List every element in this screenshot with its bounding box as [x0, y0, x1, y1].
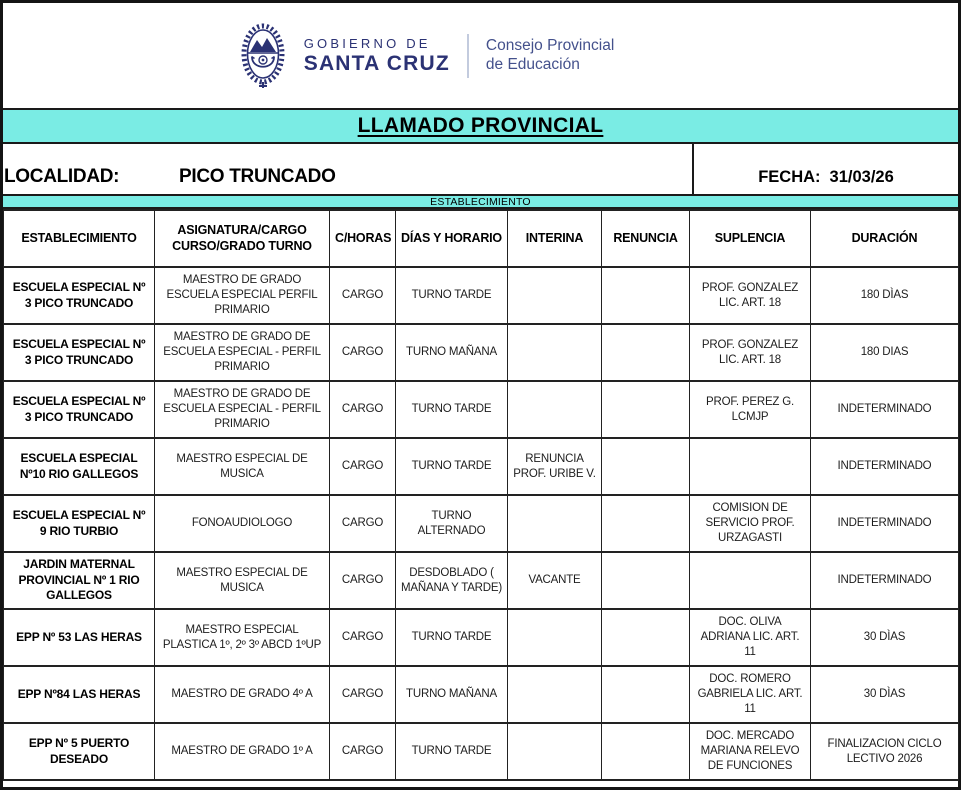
table-cell: CARGO — [330, 666, 396, 723]
table-row — [4, 267, 959, 324]
table-cell — [508, 609, 602, 666]
table-header-cell: ESTABLECIMIENTO — [4, 210, 155, 267]
table-cell: PROF. GONZALEZ LIC. ART. 18 — [690, 267, 811, 324]
table-cell: DOC. ROMERO GABRIELA LIC. ART. 11 — [690, 666, 811, 723]
table-cell: MAESTRO ESPECIAL DE MUSICA — [155, 438, 330, 495]
table-cell: TURNO MAÑANA — [396, 324, 508, 381]
table-cell: 30 DÌAS — [811, 609, 959, 666]
table-cell: 180 DIAS — [811, 324, 959, 381]
table-cell: TURNO ALTERNADO — [396, 495, 508, 552]
table-cell: 30 DÌAS — [811, 666, 959, 723]
table-cell: INDETERMINADO — [811, 381, 959, 438]
vacancies-table — [3, 209, 959, 781]
locality-label: LOCALIDAD: — [4, 166, 120, 187]
table-cell — [602, 381, 690, 438]
table-row — [4, 666, 959, 723]
info-row — [3, 144, 958, 194]
table-cell: EPP Nº 5 PUERTO DESEADO — [4, 723, 155, 780]
date-value: 31/03/26 — [829, 168, 894, 186]
table-row — [4, 552, 959, 609]
table-cell: COMISION DE SERVICIO PROF. URZAGASTI — [690, 495, 811, 552]
table-cell: PROF. GONZALEZ LIC. ART. 18 — [690, 324, 811, 381]
table-header-cell: DÍAS Y HORARIO — [396, 210, 508, 267]
table-header-cell: INTERINA — [508, 210, 602, 267]
table-cell — [508, 495, 602, 552]
table-cell: MAESTRO ESPECIAL DE MUSICA — [155, 552, 330, 609]
section-band-label: ESTABLECIMIENTO — [430, 195, 531, 208]
santa-cruz-coat-of-arms-icon — [239, 20, 287, 92]
table-cell: FINALIZACION CICLO LECTIVO 2026 — [811, 723, 959, 780]
table-cell: ESCUELA ESPECIAL Nº 3 PICO TRUNCADO — [4, 324, 155, 381]
table-cell: TURNO TARDE — [396, 609, 508, 666]
table-cell: CARGO — [330, 552, 396, 609]
government-name — [304, 36, 450, 76]
table-cell: TURNO TARDE — [396, 438, 508, 495]
table-cell: 180 DÌAS — [811, 267, 959, 324]
table-row — [4, 723, 959, 780]
table-cell: DOC. MERCADO MARIANA RELEVO DE FUNCIONES — [690, 723, 811, 780]
table-row — [4, 609, 959, 666]
table-cell: CARGO — [330, 324, 396, 381]
letterhead — [0, 3, 904, 108]
table-header-cell: ASIGNATURA/CARGO CURSO/GRADO TURNO — [155, 210, 330, 267]
table-cell: MAESTRO DE GRADO 4º A — [155, 666, 330, 723]
table-cell: VACANTE — [508, 552, 602, 609]
table-row — [4, 438, 959, 495]
table-cell: CARGO — [330, 495, 396, 552]
table-cell — [602, 267, 690, 324]
table-cell: JARDIN MATERNAL PROVINCIAL Nº 1 RIO GALLEGOS — [4, 552, 155, 609]
table-cell: DOC. OLIVA ADRIANA LIC. ART. 11 — [690, 609, 811, 666]
table-cell: TURNO TARDE — [396, 267, 508, 324]
table-cell: ESCUELA ESPECIAL Nº10 RIO GALLEGOS — [4, 438, 155, 495]
table-cell: EPP Nº84 LAS HERAS — [4, 666, 155, 723]
table-cell: MAESTRO ESPECIAL PLASTICA 1º, 2º 3º ABCD 1ºUP — [155, 609, 330, 666]
table-cell — [508, 723, 602, 780]
table-cell — [602, 666, 690, 723]
table-cell: DESDOBLADO ( MAÑANA Y TARDE) — [396, 552, 508, 609]
table-cell: EPP Nº 53 LAS HERAS — [4, 609, 155, 666]
date-cell — [692, 144, 958, 194]
table-cell — [690, 438, 811, 495]
table-cell: ESCUELA ESPECIAL Nº 9 RIO TURBIO — [4, 495, 155, 552]
table-cell: TURNO TARDE — [396, 381, 508, 438]
table-row — [4, 495, 959, 552]
section-band — [3, 194, 958, 209]
page-title: LLAMADO PROVINCIAL — [357, 114, 604, 137]
table-cell: CARGO — [330, 723, 396, 780]
table-cell: MAESTRO DE GRADO DE ESCUELA ESPECIAL - PERFIL PRIMARIO — [155, 381, 330, 438]
table-header-cell: RENUNCIA — [602, 210, 690, 267]
table-body — [4, 267, 959, 780]
table-cell — [508, 666, 602, 723]
table-cell — [602, 723, 690, 780]
table-cell: INDETERMINADO — [811, 495, 959, 552]
table-cell: ESCUELA ESPECIAL Nº 3 PICO TRUNCADO — [4, 267, 155, 324]
council-line1: Consejo Provincial — [485, 36, 615, 54]
government-line2: SANTA CRUZ — [303, 51, 450, 75]
table-cell: TURNO MAÑANA — [396, 666, 508, 723]
table-cell — [690, 552, 811, 609]
table-cell — [602, 438, 690, 495]
table-header-cell: C/HORAS — [330, 210, 396, 267]
table-cell — [602, 495, 690, 552]
table-header-row — [4, 210, 959, 267]
table-cell — [602, 324, 690, 381]
table-header-cell: DURACIÓN — [811, 210, 959, 267]
table-cell: TURNO TARDE — [396, 723, 508, 780]
table-cell — [508, 267, 602, 324]
council-line2: de Educación — [485, 55, 580, 73]
table-header-cell: SUPLENCIA — [690, 210, 811, 267]
council-name — [486, 37, 614, 75]
table-cell: MAESTRO DE GRADO 1º A — [155, 723, 330, 780]
table-cell — [602, 609, 690, 666]
table-cell: INDETERMINADO — [811, 552, 959, 609]
table-cell: INDETERMINADO — [811, 438, 959, 495]
table-cell: CARGO — [330, 267, 396, 324]
table-cell — [508, 381, 602, 438]
table-cell: CARGO — [330, 609, 396, 666]
locality-cell — [3, 144, 692, 194]
table-cell: CARGO — [330, 381, 396, 438]
table-cell: FONOAUDIOLOGO — [155, 495, 330, 552]
table-cell: MAESTRO DE GRADO ESCUELA ESPECIAL PERFIL PRIMARIO — [155, 267, 330, 324]
government-line1: GOBIERNO DE — [303, 35, 431, 51]
table-cell: PROF. PEREZ G. LCMJP — [690, 381, 811, 438]
table-cell — [508, 324, 602, 381]
table-row — [4, 324, 959, 381]
title-band — [3, 108, 958, 144]
logo-divider — [467, 34, 469, 78]
table-cell — [602, 552, 690, 609]
locality-value: PICO TRUNCADO — [179, 166, 336, 187]
table-cell: RENUNCIA PROF. URIBE V. — [508, 438, 602, 495]
table-cell: ESCUELA ESPECIAL Nº 3 PICO TRUNCADO — [4, 381, 155, 438]
date-label: FECHA: — [758, 168, 821, 186]
table-row — [4, 381, 959, 438]
table-cell: MAESTRO DE GRADO DE ESCUELA ESPECIAL - PERFIL PRIMARIO — [155, 324, 330, 381]
table-cell: CARGO — [330, 438, 396, 495]
